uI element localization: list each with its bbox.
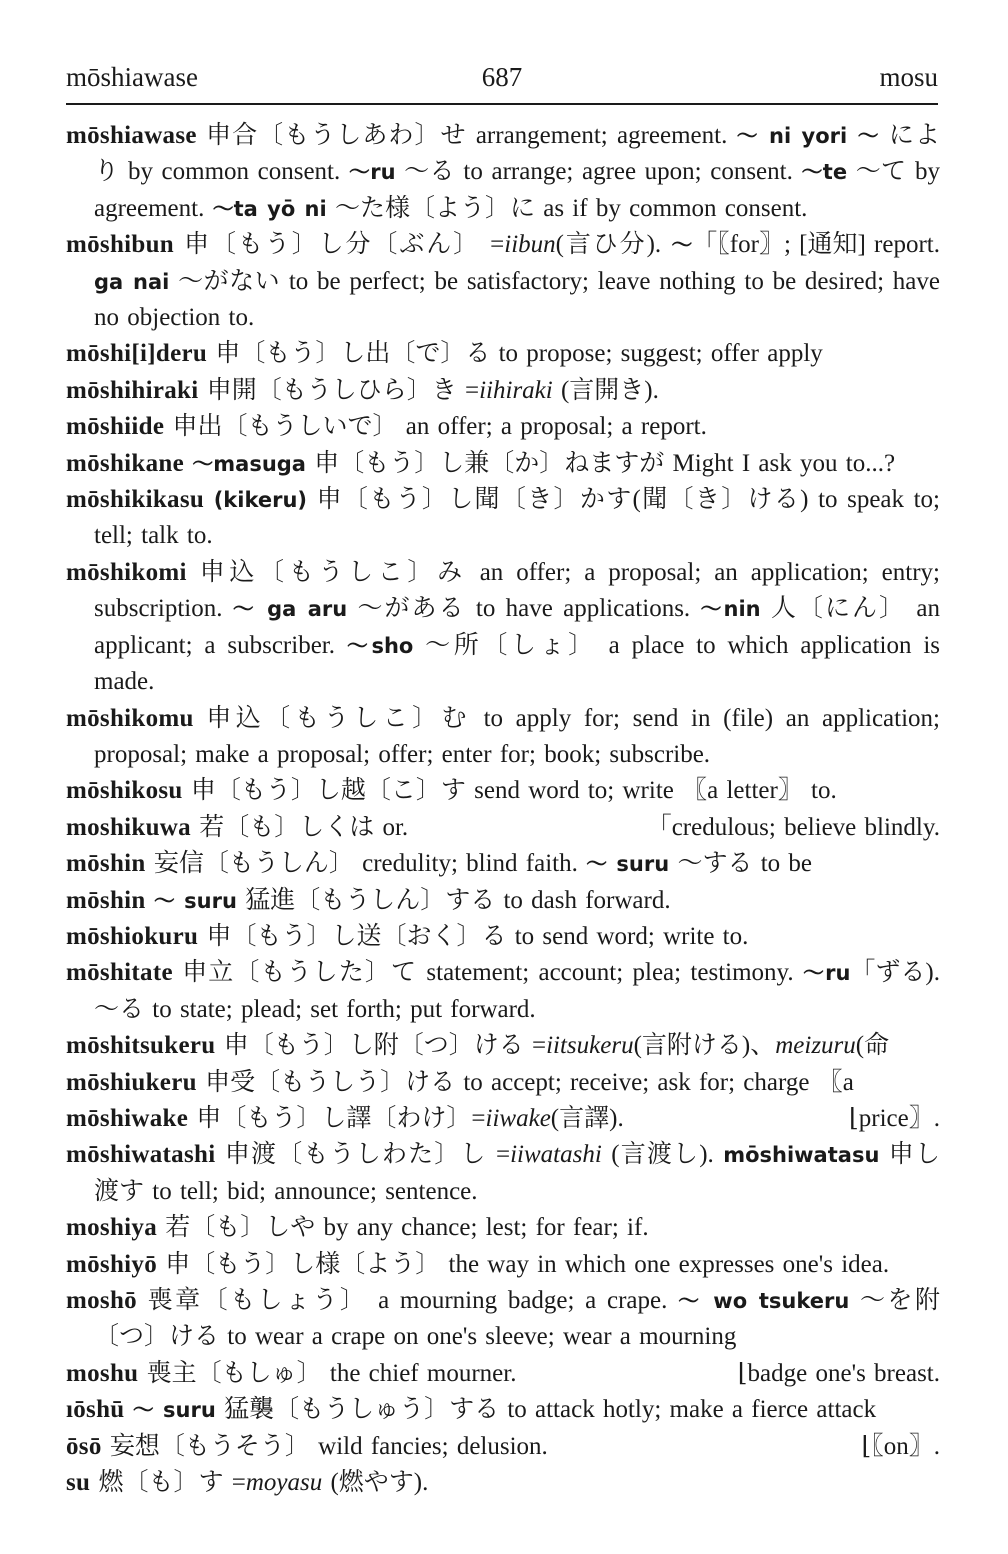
headword: moshiya [66,1214,158,1242]
example-phrase: ～ru [803,961,851,986]
dictionary-entry [66,1465,940,1501]
definition-text: 申〔もう〕し譯〔わけ〕= [188,1104,486,1132]
example-phrase: ～ suru [153,888,237,913]
dictionary-entry [66,482,940,555]
definition-text: 申〔もう〕し様〔よう〕 the way in which one expresses one's idea. [157,1250,890,1278]
definition-text: ～がある to have applications. [347,595,701,623]
definition-text: (言譯). [550,1104,624,1132]
definition-text: 申〔もう〕し聞〔き〕かす(聞〔き〕ける) to speak to; tell; talk to. [94,486,941,550]
continuation-fragment: ⌊badge one's breast. [737,1359,940,1387]
definition-text: 猛進〔もうしん〕する to dash forward. [236,886,671,914]
dictionary-entry [66,846,940,882]
definition-text: ～る to state; plead; set forth; put forward. [94,995,536,1023]
headword: mōshikane [66,449,185,477]
headword: mōshiwatashi [66,1141,216,1169]
headword: mōshihiraki [66,376,199,404]
definition-text: 喪主〔もしゅ〕 the chief mourner. [138,1359,517,1387]
cross-reference: iiwatashi [510,1141,602,1169]
definition-text [146,887,154,914]
cross-reference: iihiraki [479,376,553,404]
dictionary-entry [66,555,940,701]
headword: mōshiawase [66,122,197,149]
definition-text: 申受〔もうしう〕ける to accept; receive; ask for; charge 〖a [196,1068,854,1096]
headword: mōshikomi [66,558,187,586]
example-phrase: ～ ga aru [232,597,348,622]
cross-reference: meizuru [775,1032,856,1060]
continuation-fragment: 「〖for〗; [通知] report. [692,231,940,259]
definition-text: 妄信〔もうしん〕 credulity; blind faith. [145,850,587,878]
definition-text: 申立〔もうした〕て statement; account; plea; testimony. [172,959,804,987]
definition-text [124,1396,132,1423]
example-phrase: ～ru [348,160,396,185]
dictionary-entry [66,919,940,955]
continuation-fragment: 「ずる). [850,959,940,987]
example-phrase: (kikeru) [213,488,307,513]
continuation-fragment: ⌊price〗. [849,1104,940,1132]
headword: mōshi[i]deru [66,340,208,368]
definition-text: 申〔もう〕し送〔おく〕る to send word; write to. [198,922,749,950]
header-rule [66,103,938,105]
definition-text: (言附ける)、 [633,1032,776,1060]
definition-text: (言開き). [552,376,659,404]
example-phrase: ～ suru [132,1398,216,1423]
definition-text: 申〔もう〕し附〔つ〕ける = [215,1032,547,1060]
definition-text: 申〔もう〕し兼〔か〕ねますが Might I ask you to...? [305,449,896,477]
continuation-fragment: ⌊〖on〗. [861,1432,940,1460]
running-head-left: mōshiawase [66,62,198,92]
page-header [66,62,938,102]
cross-reference: iiwake [485,1104,551,1132]
definition-text: 若〔も〕しや by any chance; lest; for fear; if. [157,1214,649,1242]
headword: mōshiyō [66,1250,158,1278]
definition-text: 申〔もう〕し分〔ぶん〕 = [174,231,505,259]
definition-text: 猛襲〔もうしゅう〕する to attack hotly; make a fierce attack [215,1396,877,1424]
example-phrase: ～ta yō ni [212,196,327,221]
headword: su [66,1469,91,1497]
definition-text: 喪章〔もしょう〕 a mourning badge; a crape. [136,1287,679,1314]
headword: mōshikikasu [66,486,205,514]
headword: ōsō [66,1432,102,1460]
cross-reference: moyasu [245,1469,323,1497]
definition-text: ～がない to be perfect; be satisfactory; leave nothing to be desired; have no objection to. [94,267,940,332]
definition-text: 申開〔もうしひら〕き = [198,376,480,404]
dictionary-entry [66,446,940,482]
example-phrase: ～ ga nai [94,233,693,294]
cross-reference: iibun [504,231,556,259]
headword: mōshin [66,850,146,878]
definition-text: 申し渡す to tell; bid; announce; sentence. [94,1141,940,1205]
definition-text [204,486,214,513]
running-head-right: mosu [879,62,938,92]
headword: moshikuwa [66,813,191,841]
dictionary-entry [66,1137,940,1210]
dictionary-entry [66,409,940,445]
headword: mōshiwake [66,1104,189,1132]
page-number: 687 [481,62,523,92]
dictionary-entry [66,1356,940,1392]
headword: ıōshū [66,1396,125,1424]
headword: mōshibun [66,231,175,259]
example-phrase: ～masuga [192,451,306,476]
example-phrase: ～ ni yori ～ [736,124,880,148]
definition-text: 申込〔もうしこ〕み an offer; a proposal; an application; entry; subscription. [94,558,940,623]
dictionary-entry [66,1247,940,1283]
example-phrase: mōshiwatasu [723,1143,880,1168]
definition-text: 人〔にん〕 an applicant; a subscriber. [94,595,940,659]
headword: mōshin [66,886,146,914]
headword: mōshiukeru [66,1068,197,1096]
headword: mōshitsukeru [66,1032,216,1060]
continuation-fragment: 「credulous; believe blindly. [646,813,940,841]
definition-text: ～する to be [669,850,812,878]
definition-text: (燃やす). [322,1469,429,1497]
example-phrase: ～ wo tsukeru [678,1289,850,1313]
dictionary-entry [66,118,940,227]
dictionary-entry [66,1028,940,1064]
definition-text: ～を附〔つ〕ける to wear a crape on one's sleeve; wear a mourning [94,1287,940,1351]
definition-text: 燃〔も〕す = [90,1469,246,1497]
dictionary-entry [66,336,940,372]
definition-text: ～所〔しょ〕 a place to which application is made. [94,631,940,696]
headword: mōshiide [66,413,165,441]
headword: moshō [66,1287,137,1314]
definition-text: ～た様〔よう〕に as if by common consent. [326,194,808,222]
definition-text: 申込〔もうしこ〕む to apply for; send in (file) an application; proposal; make a proposal; offer; enter for; book; subscribe. [94,704,940,768]
dictionary-entry [66,1392,940,1428]
dictionary-entry [66,701,940,774]
definition-text: (言渡し). [601,1141,724,1169]
definition-text: ～て by agreement. [94,158,940,222]
headword: mōshikosu [66,777,183,805]
dictionary-entry [66,1283,940,1356]
example-phrase: ～ suru [586,852,670,877]
definition-text: 若〔も〕しくは or. [190,813,409,841]
dictionary-entry [66,1101,940,1137]
definition-text: 申出〔もうしいで〕 an offer; a proposal; a report. [164,413,707,441]
dictionary-entry [66,373,940,409]
definition-text: ～る to arrange; agree upon; consent. [395,158,802,186]
cross-reference: iitsukeru [546,1032,634,1060]
definition-text: により by common consent. [94,122,940,186]
dictionary-entry [66,1210,940,1246]
dictionary-entry [66,810,940,846]
dictionary-entry [66,227,940,336]
definition-text: 申〔もう〕し越〔こ〕す send word to; write 〖a letter〗 to. [182,777,837,805]
definition-text: 妄想〔もうそう〕 wild fancies; delusion. [101,1432,548,1460]
definition-text: 申合〔もうしあわ〕せ arrangement; agreement. [196,122,737,149]
example-phrase: ～nin [700,597,761,622]
headword: mōshikomu [66,704,194,732]
headword: moshu [66,1359,139,1387]
example-phrase: ～sho [346,633,414,658]
definition-text: 申渡〔もうしわた〕し = [215,1141,511,1169]
dictionary-entry [66,773,940,809]
entry-list [66,118,940,1501]
dictionary-entry [66,955,940,1028]
dictionary-entry [66,1429,940,1465]
headword: mōshitate [66,959,173,987]
headword: mōshiokuru [66,922,199,950]
definition-text: (命 [855,1032,890,1060]
definition-text: (言ひ分). [555,231,672,259]
example-phrase: ～te [801,160,848,185]
definition-text: 申〔もう〕し出〔で〕る to propose; suggest; offer apply [207,340,823,368]
dictionary-entry [66,1065,940,1101]
dictionary-entry [66,883,940,919]
